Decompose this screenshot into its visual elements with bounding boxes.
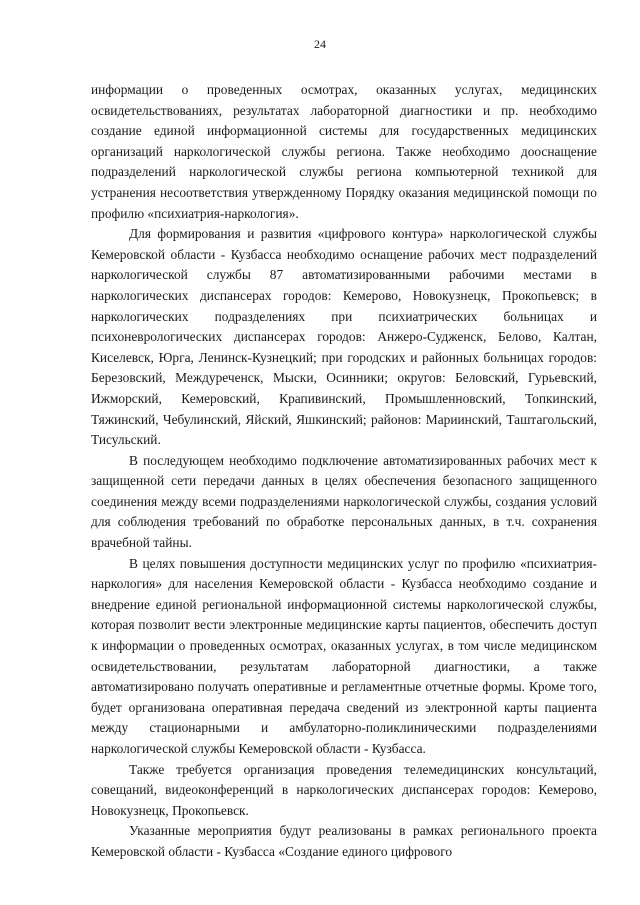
paragraph-secure-network: В последующем необходимо подключение автоматизированных рабочих мест к защищенной сети передачи данных в целях обеспечения безопасного защищенного соединения между всеми подразделениями наркологической службы, создания условий для соблюдения требований по обработке персональных данных, в т.ч. сохранения врачебной тайны.: [91, 452, 597, 551]
page-number: 24: [314, 37, 326, 51]
paragraph-continuation: информации о проведенных осмотрах, оказанных услугах, медицинских освидетельствованиях, результатах лабораторной диагностики и пр. необходимо создание единой информационной системы для государственных медицинских организаций наркологической службы региона. Также необходимо дооснащение подразделений наркологической службы региона компьютерной техникой для устранения несоответствия утвержденному Порядку оказания медицинской помощи по профилю «психиатрия-наркология».: [91, 82, 597, 221]
paragraph-regional-project: Указанные мероприятия будут реализованы в рамках регионального проекта Кемеровской области - Кузбасса «Создание единого цифрового: [91, 823, 597, 859]
paragraph-information-system: В целях повышения доступности медицинских услуг по профилю «психиатрия-наркология» для населения Кемеровской области - Кузбасса необходимо создание и внедрение единой региональной информационной системы наркологической службы, которая позволит вести электронные медицинские карты пациентов, обеспечить доступ к информации о проведенных осмотрах, оказанных услугах, в том числе медицинском освидетельствовании, результатам лабораторной диагностики, а также автоматизировано получать оперативные и регламентные отчетные формы. Кроме того, будет организована оперативная передача сведений из электронной карты пациента между стационарными и амбулаторно-поликлиническими подразделениями наркологической службы Кемеровской области - Кузбасса.: [91, 555, 597, 756]
document-body: [91, 80, 597, 863]
paragraph-digital-contour: Для формирования и развития «цифрового контура» наркологической службы Кемеровской области - Кузбасса необходимо оснащение рабочих мест подразделений наркологической службы 87 автоматизированными рабочими местами в наркологических диспансерах городов: Кемерово, Новокузнецк, Прокопьевск; в наркологических подразделениях при психиатрических больницах и психоневрологических диспансерах городов: Анжеро-Судженск, Белово, Калтан, Киселевск, Юрга, Ленинск-Кузнецкий; при городских и районных больницах городов: Березовский, Междуреченск, Мыски, Осинники; округов: Беловский, Гурьевский, Ижморский, Кемеровский, Крапивинский, Промышленновский, Топкинский, Тяжинский, Чебулинский, Яйский, Яшкинский; районов: Мариинский, Таштагольский, Тисульский.: [91, 226, 597, 448]
paragraph-telemedicine: Также требуется организация проведения телемедицинских консультаций, совещаний, видеоконференций в наркологических диспансерах городов: Кемерово, Новокузнецк, Прокопьевск.: [91, 761, 597, 818]
